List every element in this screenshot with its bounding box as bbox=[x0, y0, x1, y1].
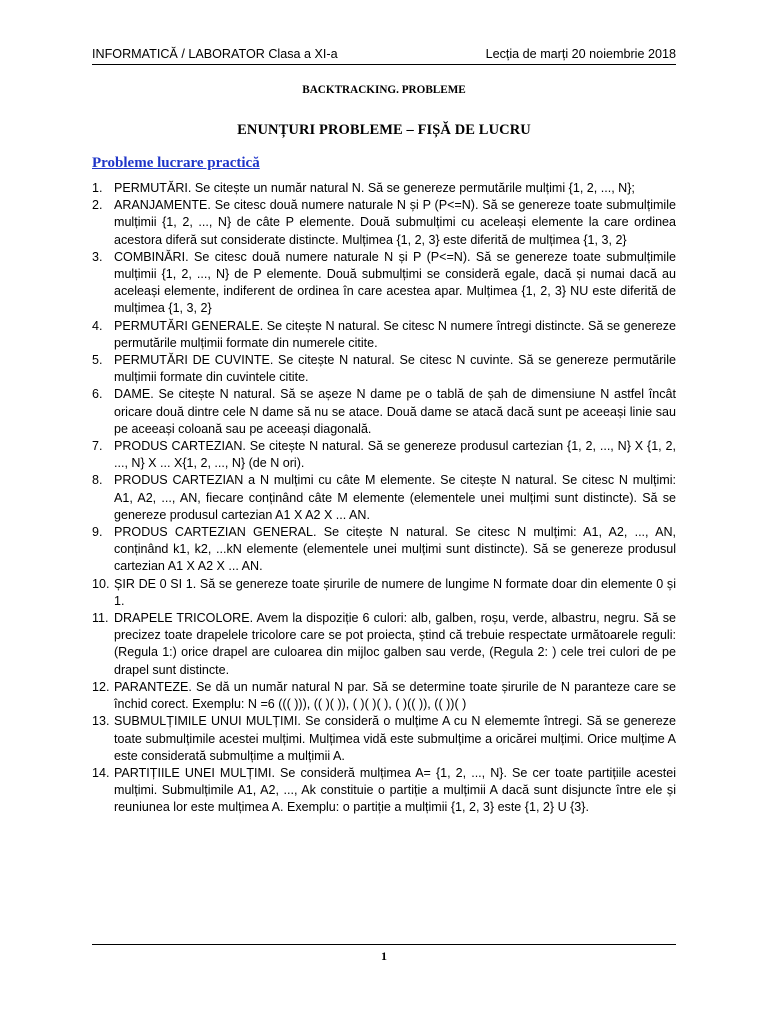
page-header bbox=[92, 43, 676, 61]
problem-item bbox=[92, 180, 676, 197]
problem-item bbox=[92, 472, 676, 524]
document-title: BACKTRACKING. PROBLEME bbox=[302, 84, 466, 96]
problem-item bbox=[92, 249, 676, 318]
problem-text: PARANTEZE. Se dă un număr natural N par. Să se determine toate șirurile de N paranteze care se închid corect. Exemplu: N =6 ((( ))), (( )( )), ( )( )( ), ( )(( )), (( ))( ) bbox=[114, 679, 676, 712]
problem-number: 5. bbox=[92, 353, 103, 368]
problem-text: DRAPELE TRICOLORE. Avem la dispoziție 6 culori: alb, galben, roșu, verde, albastru, negru. Să se precizez toate drapelele tricolore care se pot proiecta, ștind că trebuie respectate următoarele reguli: (Regula 1:) orice drapel are culoarea din mijloc galben sau verde, (Regula 2: ) cele trei culori de pe drapel sunt distincte. bbox=[114, 611, 676, 677]
document-subtitle: ENUNȚURI PROBLEME – FIȘĂ DE LUCRU bbox=[237, 122, 531, 138]
page-number: 1 bbox=[381, 949, 387, 963]
problem-text: COMBINĂRI. Se citesc două numere naturale N și P (P<=N). Să se genereze toate submulțimile mulțimii {1, 2, ..., N} de P elemente. Două submulțimi se consideră egale, dacă și numai dacă au aceleași elemente, indiferent de ordinea în care acestea apar. Mulțimea {1, 2, 3} NU este diferită de mulțimea {1, 3, 2} bbox=[114, 249, 676, 316]
problem-text: ARANJAMENTE. Se citesc două numere naturale N și P (P<=N). Să se genereze toate submulțimile mulțimii {1, 2, ..., N} de câte P elemente. Două submulțimi cu aceleași elemente la care ordinea acestora diferă sut considerate distincte. Mulțimea {1, 2, 3} este diferită de mulțimea {1, 3, 2} bbox=[114, 198, 676, 247]
problem-number: 13. bbox=[92, 714, 110, 729]
problem-text: PERMUTĂRI GENERALE. Se citește N natural. Se citesc N numere întregi distincte. Să se genereze permutările mulțimii formate din numerele citite. bbox=[114, 318, 676, 350]
problem-item bbox=[92, 713, 676, 765]
problem-item bbox=[92, 524, 676, 576]
problem-text: PERMUTĂRI DE CUVINTE. Se citește N natural. Se citesc N cuvinte. Să se genereze permutările mulțimii formate din cuvintele citite. bbox=[114, 353, 676, 385]
problem-text: SUBMULȚIMILE UNUI MULȚIMI. Se consideră o mulțime A cu N elememte întregi. Să se genereze toate submulțimile acestei mulțimi. Mulțimea vidă este submulțime a oricărei mulțimi. Orice mulțime A este considerată submulțime a mulțimii A. bbox=[114, 714, 676, 763]
problem-text: PRODUS CARTEZIAN a N mulțimi cu câte M elemente. Se citește N natural. Se citesc N mulțimi: A1, A2, ..., AN, fiecare conținând câte M elemente (elementele unei mulțimi sunt distincte). Să se genereze produsul cartezian A1 X A2 X ... AN. bbox=[114, 473, 676, 522]
problem-text: PRODUS CARTEZIAN GENERAL. Se citește N natural. Se citesc N mulțimi: A1, A2, ..., AN, conținând k1, k2, ...kN elemente (elementele unei mulțimi sunt distincte). Să se genereze produsul cartezian A1 X A2 X ... AN. bbox=[114, 525, 676, 574]
problem-number: 10. bbox=[92, 576, 110, 591]
problem-number: 7. bbox=[92, 439, 103, 454]
problem-number: 8. bbox=[92, 473, 103, 488]
problem-item bbox=[92, 197, 676, 249]
problem-number: 1. bbox=[92, 181, 103, 195]
problem-item bbox=[92, 352, 676, 386]
header-lesson-date: Lecția de marți 20 noiembrie 2018 bbox=[485, 47, 676, 61]
footer-divider bbox=[92, 944, 676, 945]
problem-text: PARTIȚIILE UNEI MULȚIMI. Se consideră mulțimea A= {1, 2, ..., N}. Se cer toate partițiile acestei mulțimi. Submulțimile A1, A2, ..., Ak constituie o partiție a mulțimii A dacă sunt disjuncte între ele și reuniunea lor este mulțimea A. Exemplu: o partiție a mulțimii {1, 2, 3} este {1, 2} U {3}. bbox=[114, 765, 676, 815]
problem-list bbox=[92, 180, 676, 817]
problem-item bbox=[92, 386, 676, 438]
problem-item bbox=[92, 610, 676, 679]
problem-number: 14. bbox=[92, 765, 110, 780]
problem-number: 4. bbox=[92, 318, 103, 333]
header-course: INFORMATICĂ / LABORATOR Clasa a XI-a bbox=[92, 47, 338, 61]
problem-number: 11. bbox=[92, 611, 109, 626]
problem-text: ȘIR DE 0 SI 1. Să se genereze toate șirurile de numere de lungime N formate doar din elemente 0 și 1. bbox=[114, 576, 676, 608]
problem-item bbox=[92, 679, 676, 713]
section-heading-link[interactable]: Probleme lucrare practică bbox=[92, 155, 260, 171]
problem-item bbox=[92, 765, 676, 817]
problem-number: 9. bbox=[92, 525, 103, 540]
problem-text: DAME. Se citește N natural. Să se așeze N dame pe o tablă de șah de dimensiune N astfel încât oricare două dintre cele N dame să nu se atace. Două dame se atacă dacă sunt pe aceeași linie sau pe aceeași coloană sau pe aceeași diagonală. bbox=[114, 387, 676, 436]
problem-number: 2. bbox=[92, 198, 103, 213]
problem-number: 12. bbox=[92, 679, 110, 694]
problem-item bbox=[92, 438, 676, 472]
problem-item bbox=[92, 576, 676, 610]
problem-number: 6. bbox=[92, 387, 103, 402]
problem-text: PRODUS CARTEZIAN. Se citește N natural. Să se genereze produsul cartezian {1, 2, ..., N} X {1, 2, ..., N} X ... X{1, 2, ..., N} (de N ori). bbox=[114, 439, 676, 471]
header-divider bbox=[92, 64, 676, 65]
problem-item bbox=[92, 318, 676, 352]
problem-number: 3. bbox=[92, 249, 103, 264]
problem-text: PERMUTĂRI. Se citește un număr natural N. Să se genereze permutările mulțimi {1, 2, ..., N}; bbox=[114, 181, 635, 195]
